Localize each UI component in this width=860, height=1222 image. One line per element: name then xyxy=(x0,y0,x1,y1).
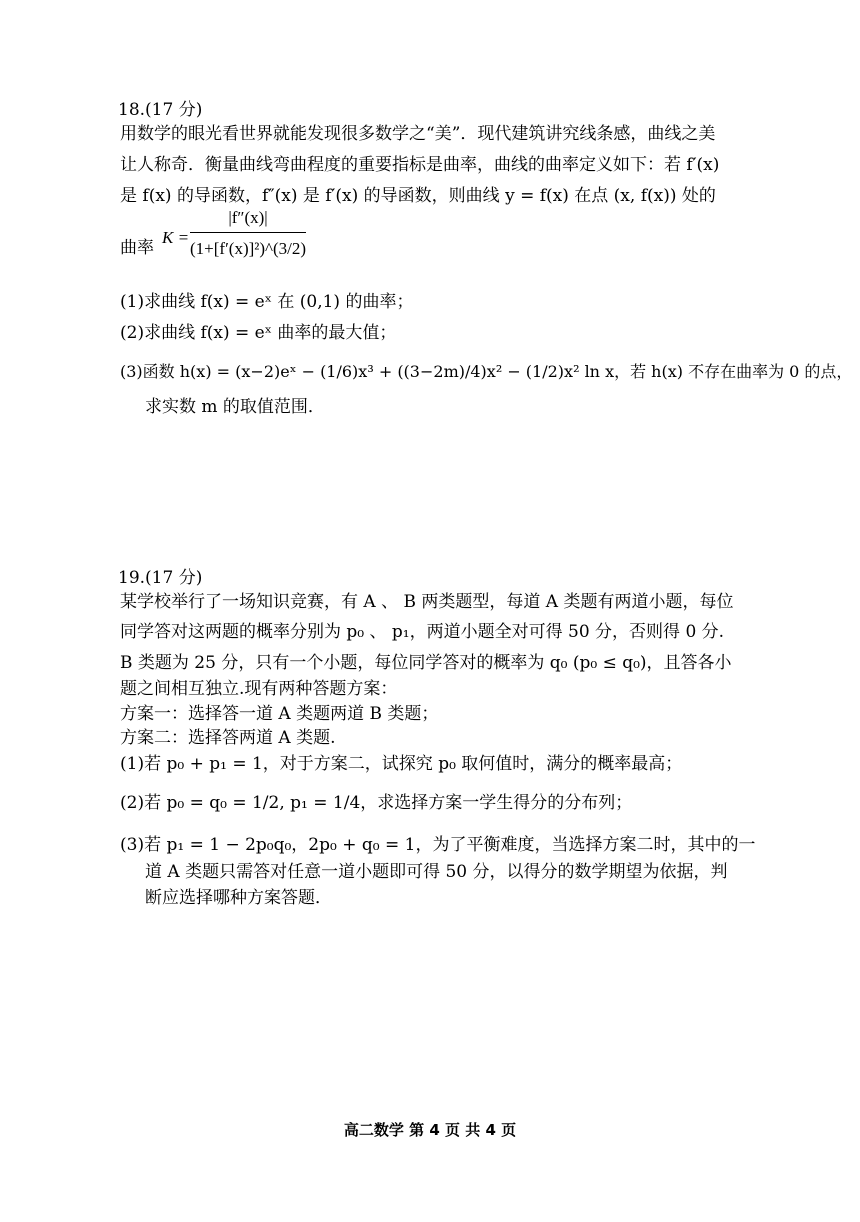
curvature-numerator: |f″(x)| xyxy=(190,206,306,233)
q18-curvature-label: 曲率 xyxy=(120,238,154,258)
page-footer: 高二数学 第 4 页 共 4 页 xyxy=(343,1121,517,1139)
q19-part-2: (2)若 p₀ = q₀ = 1/2, p₁ = 1/4，求选择方案一学生得分的分布列； xyxy=(120,793,633,813)
q19-part-3c: 断应选择哪种方案答题． xyxy=(145,888,332,908)
q19-line-3: B 类题为 25 分，只有一个小题，每位同学答对的概率为 q₀ (p₀ ≤ q₀)，且答各小 xyxy=(120,653,732,673)
q19-line-5: 方案一：选择答一道 A 类题两道 B 类题； xyxy=(120,704,439,724)
k-lhs: K = xyxy=(162,228,190,247)
q19-line-1: 某学校举行了一场知识竞赛，有 A 、 B 两类题型，每道 A 类题有两道小题，每位 xyxy=(120,592,734,612)
q18-line-3: 是 f(x) 的导函数，f″(x) 是 f′(x) 的导函数，则曲线 y = f(x) 在点 (x, f(x)) 处的 xyxy=(120,186,716,206)
q18-header: 18.(17 分) xyxy=(118,100,203,120)
q19-header: 19.(17 分) xyxy=(118,568,203,588)
q18-line-1: 用数学的眼光看世界就能发现很多数学之“美”．现代建筑讲究线条感，曲线之美 xyxy=(120,124,716,144)
q18-part-2: (2)求曲线 f(x) = eˣ 曲率的最大值； xyxy=(120,323,397,343)
q19-line-2: 同学答对这两题的概率分别为 p₀ 、 p₁，两道小题全对可得 50 分，否则得 0 分. xyxy=(120,622,725,642)
q19-line-4: 题之间相互独立.现有两种答题方案： xyxy=(120,679,398,699)
q19-part-3b: 道 A 类题只需答对任意一道小题即可得 50 分，以得分的数学期望为依据，判 xyxy=(145,862,728,882)
q18-part-3a: (3)函数 h(x) = (x−2)eˣ − (1/6)x³ + ((3−2m)/4)x² − (1/2)x² ln x，若 h(x) 不存在曲率为 0 的点， xyxy=(120,362,853,381)
q18-part-3b: 求实数 m 的取值范围． xyxy=(145,397,325,417)
q19-line-6: 方案二：选择答两道 A 类题. xyxy=(120,728,336,748)
q18-line-2: 让人称奇．衡量曲线弯曲程度的重要指标是曲率，曲线的曲率定义如下：若 f′(x) xyxy=(120,155,720,175)
curvature-denominator: (1+[f′(x)]²)^(3/2) xyxy=(190,239,307,258)
q19-part-1: (1)若 p₀ + p₁ = 1，对于方案二，试探究 p₀ 取何值时，满分的概率最高； xyxy=(120,754,683,774)
q19-part-3a: (3)若 p₁ = 1 − 2p₀q₀，2p₀ + q₀ = 1，为了平衡难度，当选择方案二时，其中的一 xyxy=(120,835,756,855)
curvature-formula xyxy=(190,206,306,259)
q18-part-1: (1)求曲线 f(x) = eˣ 在 (0,1) 的曲率； xyxy=(120,292,414,312)
